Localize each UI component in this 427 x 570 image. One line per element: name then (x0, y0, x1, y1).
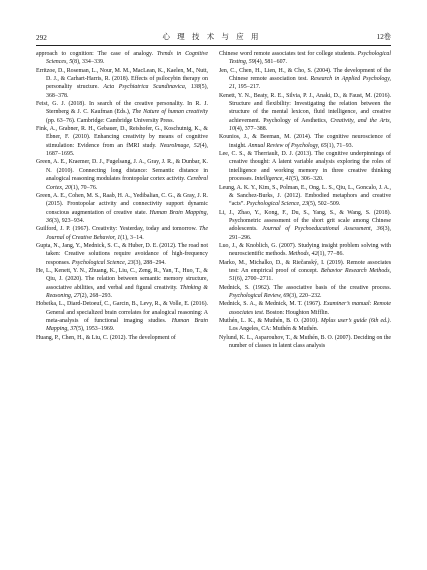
reference-entry (219, 242, 391, 259)
reference-entry (219, 50, 391, 67)
reference-entry (36, 192, 208, 225)
reference-tail-text: (4), 377−388. (234, 126, 268, 133)
reference-tail-text: (1), 71−93. (326, 142, 354, 149)
journal-title: 心 理 技 术 与 应 用 (162, 32, 261, 41)
reference-plain-text: Mednick, S. (1962). The associative basis of the creative process. (219, 284, 391, 291)
reference-italic-text: Psychological Science, 23 (71, 259, 134, 266)
reference-plain-text: Green, A. E., Cohen, M. S., Raab, H. A., Yedibalian, C. G., & Gray, J. R. (2015). Frontopolar activity and connectivity support dynamic conscious augmentation of creative state. (36, 192, 208, 216)
reference-plain-text: Feist, G. J. (2018). In search of the creative personality. In R. J. Sternberg & J. C. Kaufman (Eds.), (36, 101, 208, 116)
reference-plain-text: Erritzoe, D., Roseman, L., Nour, M. M., MacLean, K., Kaelen, M., Nutt, D. J., & Carhart-Harris, R. (2018). Effects of psilocybin therapy on personality structure. (36, 67, 208, 91)
reference-entry (36, 334, 208, 342)
reference-entry (219, 184, 391, 209)
reference-italic-text: Mplus user’s guide (6th ed.) (320, 318, 390, 324)
reference-plain-text: Marko, M., Michalko, D., & Riečanský, I. (2019). Remote associates test: An empirical proof of concept. (219, 259, 391, 274)
reference-plain-text: Fink, A., Grabner, R. H., Gebauer, D., Reishofer, G., Koschutnig, K., & Ebner, F. (2010). Enhancing creativity by means of cognitive stimulation: Evidence from an fMRI study. (36, 126, 208, 149)
reference-plain-text: Leung, A. K. Y., Kim, S., Polman, E., Ong, L. S., Qiu, L., Goncalo, J. A., & Sanchez-Burks, J. (2012). Embodied metaphors and creative “acts”. (219, 184, 391, 208)
reference-entry (36, 300, 208, 333)
reference-plain-text: He, L., Kenett, Y. N., Zhuang, K., Liu, C., Zeng, R., Yan, T., Huo, T., & Qiu, J. (2020). The relation between semantic memory structure, associative abilities, and verbal and figural creativity. (36, 267, 208, 291)
reference-italic-text: Cerebral Cortex, 20 (46, 176, 208, 191)
reference-plain-text: Kounios, J., & Beeman, M. (2014). The cognitive neuroscience of insight. (219, 134, 391, 149)
reference-entry (36, 225, 208, 242)
reference-italic-text: Creativity, and the Arts, 10 (229, 117, 392, 133)
reference-tail-text: (8), 334−339. (72, 59, 105, 66)
reference-italic-text: Behavior Research Methods, 51 (229, 267, 391, 283)
reference-entry (219, 67, 391, 92)
reference-entry (36, 100, 208, 125)
page-number: 292 (36, 34, 47, 42)
reference-plain-text: Guilford, J. P. (1967). Creativity: Yesterday, today and tomorrow. (36, 226, 200, 233)
reference-entry (219, 209, 391, 242)
reference-entry (36, 242, 208, 267)
reference-entry (36, 67, 208, 100)
reference-entry (36, 158, 208, 191)
reference-entry (219, 259, 391, 284)
reference-plain-text: Gupta, N., Jang, Y., Mednick, S. C., & Huber, D. E. (2012). The road not taken: Creative solutions require avoidance of high-frequency responses. (36, 242, 208, 266)
reference-italic-text: Methods, 42 (288, 251, 318, 258)
reference-italic-text: NeuroImage, 52 (159, 142, 200, 149)
reference-italic-text: Human Brain Mapping, 37 (46, 318, 208, 333)
reference-entry (219, 92, 391, 134)
reference-plain-text: Jen, C., Chen, H., Lien, H., & Cho, S. (2004). The development of the Chinese remote association test. (219, 67, 391, 83)
reference-tail-text: (3), 923−934. (51, 217, 85, 224)
reference-tail-text: . Los Angeles, CA: Muthén & Muthén. (229, 318, 391, 333)
references-left-column (36, 50, 208, 342)
volume-label: 12卷 (376, 33, 391, 41)
reference-italic-text: The Journal of Creative Behavior, 1 (46, 226, 208, 241)
reference-tail-text: (pp. 63−76). Cambridge: Cambridge University Press. (46, 117, 174, 124)
reference-entry (36, 50, 208, 67)
reference-italic-text: Research in Applied Psychology, 21 (229, 76, 391, 91)
reference-plain-text: Chinese word remote associates test for college students. (219, 51, 358, 57)
reference-plain-text: Mednick, S. A., & Mednick, M. T. (1967). (219, 301, 324, 308)
reference-tail-text: (2), 268−293. (79, 292, 112, 299)
reference-italic-text: Annual Review of Psychology, 65 (247, 142, 327, 149)
reference-plain-text: Green, A. E., Kraemer, D. J., Fugelsang, J. A., Gray, J. R., & Dunbar, K. N. (2010). Connecting long distance: Semantic distance in analogical reasoning modulates frontopolar cortex activity. (36, 159, 208, 183)
reference-entry (219, 317, 391, 334)
reference-plain-text: Huang, P., Chen, H., & Liu, C. (2012). The development of (36, 334, 176, 341)
reference-tail-text: (1), 77−86. (317, 251, 344, 258)
reference-entry (36, 125, 208, 158)
reference-tail-text: (5), 306−320. (291, 176, 324, 183)
reference-tail-text: (4), 1687−1695. (46, 142, 208, 158)
reference-italic-text: Intelligence, 41 (254, 176, 292, 183)
reference-tail-text: (5), 1953−1969. (76, 326, 115, 333)
reference-entry (219, 334, 391, 351)
reference-plain-text: approach to cognition: The case of analogy. (36, 51, 157, 57)
reference-tail-text: (3), 291−296. (229, 226, 391, 241)
reference-plain-text: Hobeika, L., Diard-Detoeuf, C., Garcin, B., Levy, R., & Volle, E. (2016). General and specialized brain correlates for analogical reasoning: A meta-analysis of functional imaging studies. (36, 301, 208, 324)
reference-italic-text: Journal of Psychoeducational Assessment, 36 (262, 226, 383, 233)
references-right-column (219, 50, 391, 350)
reference-italic-text: Psychological Science, 23 (246, 201, 309, 208)
reference-plain-text: Nylund, K. L., Asparouhov, T., & Muthén, B. O. (2007). Deciding on the number of classes in latent class analysis (219, 334, 392, 350)
reference-italic-text: Psychological Review, 69 (229, 292, 290, 299)
reference-italic-text: Thinking & Reasoning, 27 (46, 284, 208, 299)
reference-tail-text: . Boston: Houghton Mifflin. (262, 309, 330, 316)
reference-tail-text: (1), 70−76. (70, 184, 98, 191)
reference-tail-text: (5), 502−509. (308, 201, 341, 208)
reference-entry (219, 133, 391, 150)
reference-tail-text: (3), 288−294. (133, 259, 166, 266)
reference-tail-text: (6), 2700−2711. (234, 276, 273, 283)
page-header (36, 26, 391, 46)
reference-entry (219, 150, 391, 183)
reference-plain-text: Muthén, L. K., & Muthén, B. O. (2010). (219, 318, 321, 324)
reference-tail-text: (1), 3−14. (120, 234, 144, 241)
reference-tail-text: (3), 220−232. (289, 292, 322, 299)
reference-italic-text: The Nature of human creativity (132, 109, 208, 116)
reference-plain-text: Kenett, Y. N., Beaty, R. E., Silvia, P. J., Anaki, D., & Faust, M. (2016). Structure and flexibility: Investigating the relation between the structure of the mental lexicon, fluid intelligence, and creative achievement. Psychology of Aesthetics, (219, 92, 391, 124)
reference-plain-text: Lee, C. S., & Therriault, D. J. (2013). The cognitive underpinnings of creative thought: A latent variable analysis exploring the roles of intelligence and working memory in three creative thinking processes. (219, 151, 391, 183)
reference-entry (36, 267, 208, 300)
reference-tail-text: , 195−217. (234, 84, 261, 91)
reference-italic-text: Psychological Testing, 59 (229, 51, 391, 66)
reference-italic-text: Trends in Cognitive Sciences, 5 (46, 51, 208, 66)
reference-plain-text: Luo, J., & Knoblich, G. (2007). Studying insight problem solving with neuroscientific methods. (219, 242, 391, 258)
reference-tail-text: (4), 581−607. (254, 59, 287, 66)
reference-entry (219, 300, 391, 317)
reference-italic-text: Human Brain Mapping, 36 (46, 209, 208, 224)
reference-italic-text: Acta Psychiatrica Scandinavica, 138 (103, 84, 200, 91)
reference-italic-text: Examiner’s manual: Remote associates test (229, 301, 391, 316)
reference-entry (219, 284, 391, 301)
reference-tail-text: (5), 368−378. (46, 84, 208, 99)
reference-plain-text: Li, J., Zhao, Y., Kong, F., Du, S., Yang, S., & Wang, S. (2018). Psychometric assessment of the short grit scale among Chinese adolescents. (219, 209, 391, 233)
